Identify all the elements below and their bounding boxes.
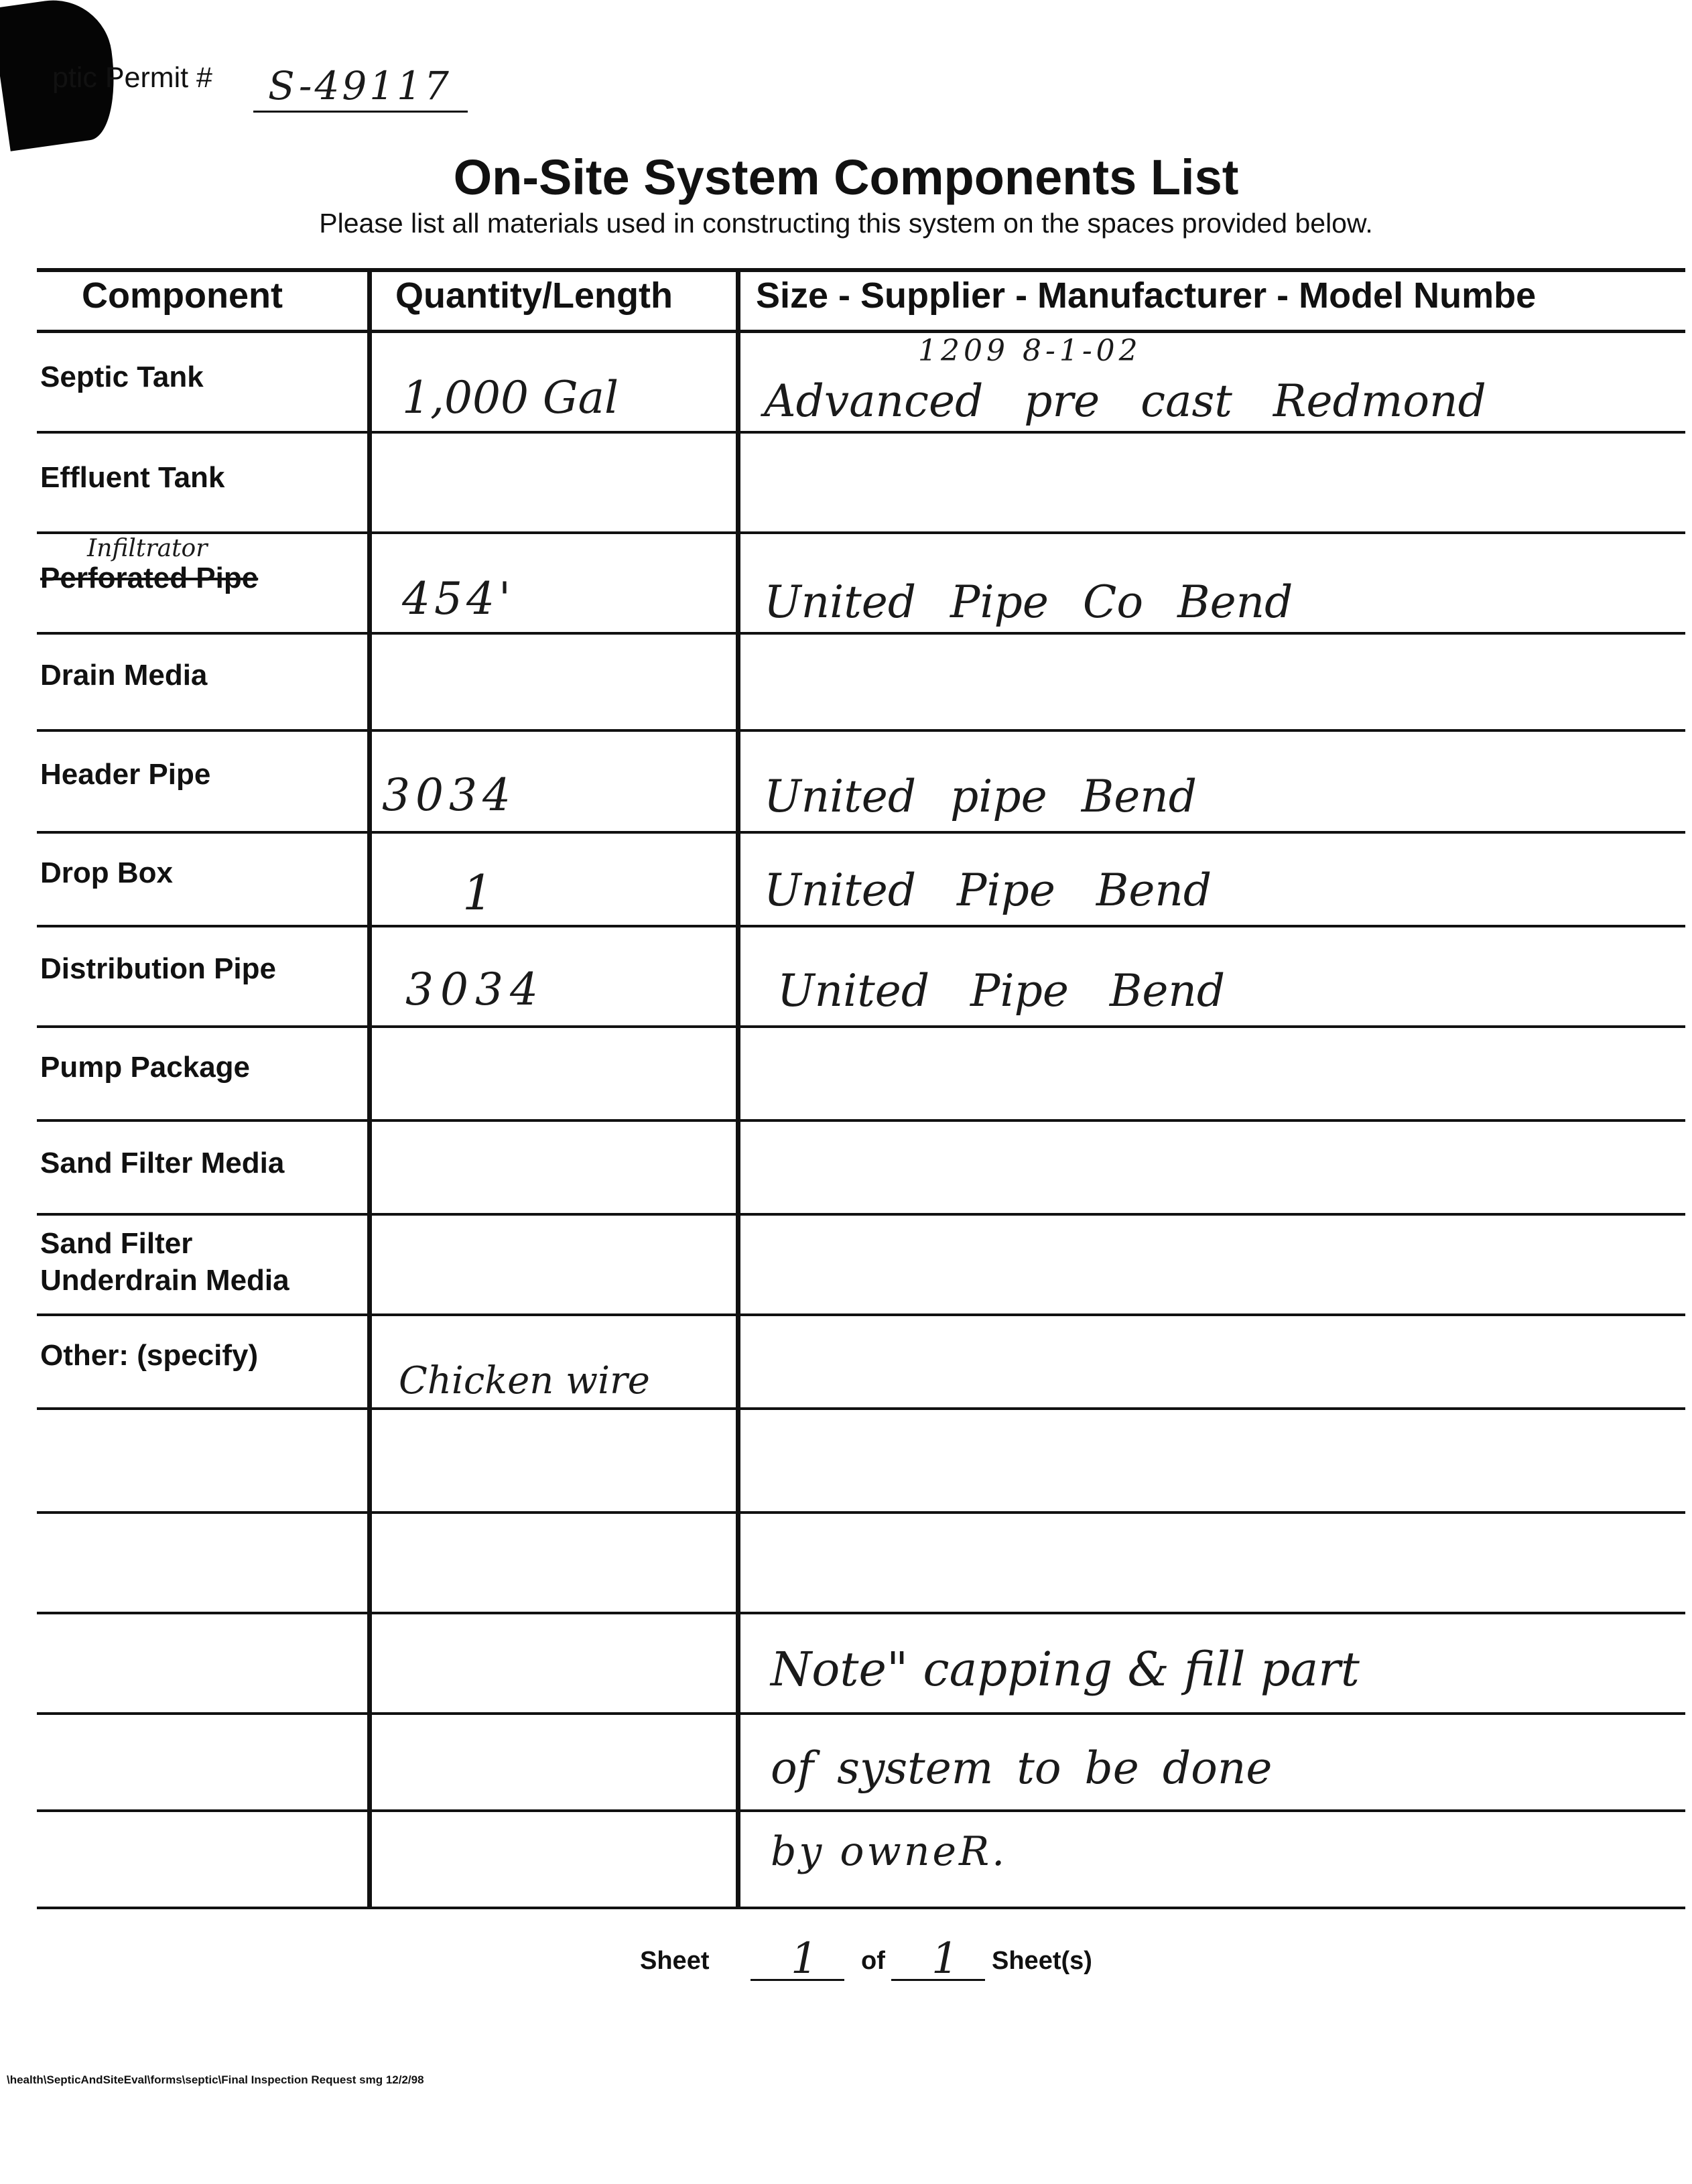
component-label: Effluent Tank: [40, 461, 225, 494]
details-value: United Pipe Co Bend: [764, 576, 1293, 628]
component-label: Header Pipe: [40, 758, 211, 791]
note-line: Note" capping & fill part: [771, 1642, 1360, 1697]
component-label: Sand Filter Media: [40, 1147, 285, 1179]
details-value: United pipe Bend: [764, 771, 1197, 822]
row-divider: [37, 1119, 1685, 1122]
row-divider: [37, 831, 1685, 834]
column-header-component: Component: [82, 275, 283, 316]
component-label: Drain Media: [40, 659, 208, 692]
quantity-value: 1,000 Gal: [402, 372, 619, 424]
row-divider: [37, 1712, 1685, 1715]
sheet-total: 1: [931, 1934, 959, 1984]
component-label: Perforated Pipe: [40, 562, 259, 594]
quantity-value: Chicken wire: [399, 1359, 650, 1403]
permit-underline: [253, 111, 468, 113]
row-divider: [37, 1025, 1685, 1028]
component-label: Septic Tank: [40, 361, 204, 393]
row-divider: [37, 1809, 1685, 1812]
row-divider: [37, 729, 1685, 732]
row-divider: [37, 431, 1685, 434]
quantity-value: 3034: [382, 769, 516, 821]
column-header-details: Size - Supplier - Manufacturer - Model Numbe: [756, 275, 1537, 316]
sheet-label: Sheet: [640, 1947, 710, 1975]
column-divider-2: [736, 268, 740, 1909]
row-divider: [37, 1612, 1685, 1614]
row-divider: [37, 1213, 1685, 1216]
note-line: by owneR.: [771, 1828, 1008, 1875]
row-divider: [37, 925, 1685, 927]
quantity-value: 1: [462, 864, 493, 921]
note-line: of system to be done: [771, 1742, 1273, 1794]
component-label: Other: (specify): [40, 1339, 259, 1372]
component-label: Sand Filter Underdrain Media: [40, 1227, 289, 1297]
table-bottom-border: [37, 1907, 1685, 1909]
page-subtitle: Please list all materials used in constructing this system on the spaces provided below.: [319, 208, 1373, 239]
details-annotation: 1209 8-1-02: [918, 334, 1142, 368]
column-divider-1: [367, 268, 372, 1909]
row-divider: [37, 632, 1685, 635]
row-divider: [37, 531, 1685, 534]
permit-label: ptic Permit #: [52, 62, 212, 94]
row-divider: [37, 1407, 1685, 1410]
details-value: United Pipe Bend: [764, 864, 1212, 916]
component-handwritten-note: Infiltrator: [87, 535, 208, 562]
table-top-border: [37, 268, 1685, 272]
header-divider: [37, 330, 1685, 333]
component-label: Pump Package: [40, 1051, 251, 1084]
component-label: Distribution Pipe: [40, 952, 276, 985]
details-value: United Pipe Bend: [777, 965, 1226, 1017]
component-label: Drop Box: [40, 856, 173, 889]
of-label: of: [861, 1947, 885, 1975]
column-header-quantity: Quantity/Length: [395, 275, 673, 316]
page-title: On-Site System Components List: [453, 149, 1239, 205]
row-divider: [37, 1313, 1685, 1316]
quantity-value: 3034: [405, 964, 545, 1015]
sheets-label: Sheet(s): [992, 1947, 1092, 1975]
permit-number: S-49117: [268, 63, 452, 109]
sheet-number: 1: [791, 1934, 818, 1984]
row-divider: [37, 1511, 1685, 1514]
quantity-value: 454': [402, 573, 515, 625]
details-value: Advanced pre cast Redmond: [764, 375, 1486, 427]
file-path: \health\SepticAndSiteEval\forms\septic\Final Inspection Request smg 12/2/98: [7, 2073, 424, 2086]
